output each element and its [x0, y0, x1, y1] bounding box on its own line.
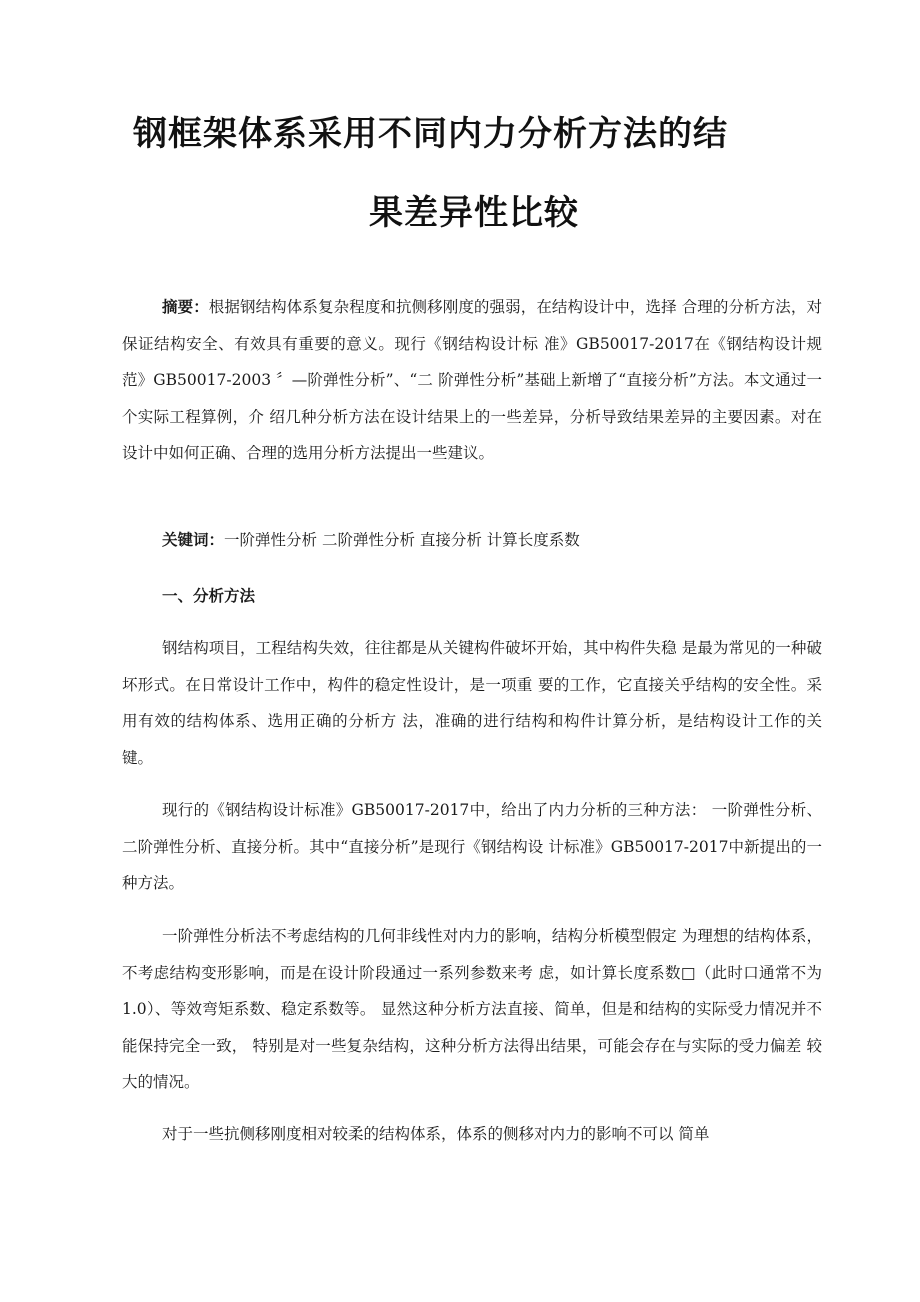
body-paragraph-4: 对于一些抗侧移刚度相对较柔的结构体系，体系的侧移对内力的影响不可以 简单	[162, 1125, 710, 1143]
body-paragraph-2: 现行的《钢结构设计标准》GB50017-2017中，给出了内力分析的三种方法： 一阶弹性分析、二阶弹性分析、直接分析。其中“直接分析”是现行《钢结构设 计标准》GB50017-2017中新提出的一种方法。	[122, 801, 822, 892]
abstract-text: 根据钢结构体系复杂程度和抗侧移刚度的强弱，在结构设计中，选择 合理的分析方法，对保证结构安全、有效具有重要的意义。现行《钢结构设计标 准》GB50017-2017在《钢结构设计规范》GB50017-2003 〞—阶弹性分析”、“二 阶弹性分析”基础上新增了“直接分析”方法。本文通过一个实际工程算例，介 绍几种分析方法在设计结果上的一些差异，分析导致结果差异的主要因素。对在 设计中如何正确、合理的选用分析方法提出一些建议。	[122, 298, 822, 462]
abstract-paragraph	[122, 289, 822, 472]
document-title-line-1: 钢框架体系采用不同内力分析方法的结	[133, 114, 728, 154]
abstract-label: 摘要：	[162, 297, 209, 316]
keywords-paragraph	[122, 522, 822, 559]
keywords-label: 关键词：	[162, 530, 225, 549]
keywords-text: 一阶弹性分析 二阶弹性分析 直接分析 计算长度系数	[224, 531, 580, 549]
document-title-line-2: 果差异性比较	[369, 193, 579, 233]
section-heading-analysis-methods: 一、分析方法	[162, 586, 256, 605]
body-paragraph-3: 一阶弹性分析法不考虑结构的几何非线性对内力的影响，结构分析模型假定 为理想的结构体系，不考虑结构变形影响，而是在设计阶段通过一系列参数来考 虑，如计算长度系数□（此时口通常不为1.0）、等效弯矩系数、稳定系数等。 显然这种分析方法直接、简单，但是和结构的实际受力情况并不能保持完全一致， 特别是对一些复杂结构，这种分析方法得出结果，可能会存在与实际的受力偏差 较大的情况。	[122, 927, 822, 1091]
body-paragraph-1: 钢结构项目，工程结构失效，往往都是从关键构件破坏开始，其中构件失稳 是最为常见的一种破坏形式。在日常设计工作中，构件的稳定性设计，是一项重 要的工作，它直接关乎结构的安全性。采用有效的结构体系、选用正确的分析方 法，准确的进行结构和构件计算分析，是结构设计工作的关键。	[122, 639, 822, 767]
